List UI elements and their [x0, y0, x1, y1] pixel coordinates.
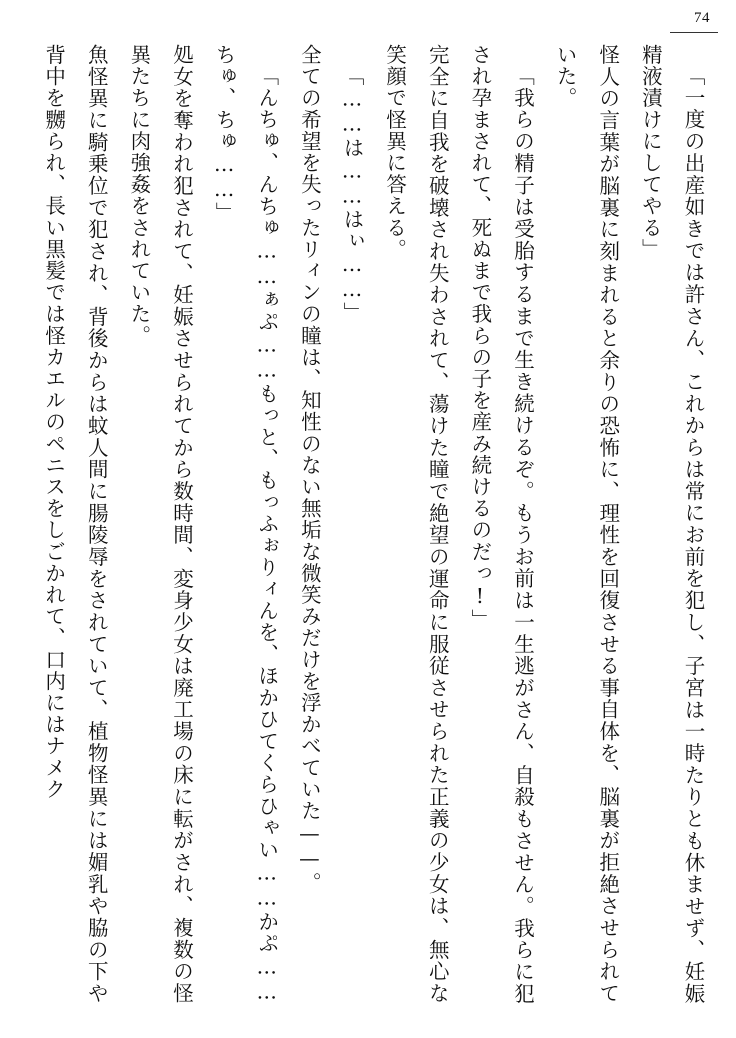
vertical-text-body — [22, 44, 714, 1004]
paragraph: 怪人の言葉が脳裏に刻まれると余りの恐怖に、理性を回復させる事自体を、脳裏が拒絶させられていた。 — [553, 44, 620, 1004]
paragraph: 「一度の出産如きでは許さん、これからは常にお前を犯し、子宮は一時たりとも休ませず、妊娠精液漬けにしてやる」 — [638, 44, 705, 1004]
paragraph: 完全に自我を破壊され失わされて、蕩けた瞳で絶望の運命に服従させられた正義の少女は、無心な笑顔で怪異に答える。 — [382, 44, 450, 1004]
paragraph: 処女を奪われ犯されて、妊娠させられてから数時間、変身少女は廃工場の床に転がされ、複数の怪異たちに肉強姦をされていた。 — [126, 44, 194, 1004]
paragraph: 魚怪異に騎乗位で犯され、背後からは蚊人間に腸陵辱をされていて、植物怪異には媚乳や脇の下や背中を嬲られ、長い黒髪では怪カエルのペニスをしごかれて、口内にはナメク — [41, 44, 109, 1004]
paragraph: 「我らの精子は受胎するまで生き続けるぞ。もうお前は一生逃がさん、自殺もさせん。我らに犯され孕まされて、死ぬまで我らの子を産み続けるのだっ!」 — [467, 44, 535, 1004]
paragraph: 「……は……はぃ……」 — [340, 64, 364, 324]
paragraph: 「んちゅ、んちゅ……ぁぷ……もっと、もっふぉりィんを、ほかひてくらひゃい……かぷ……ちゅ、ちゅ……」 — [212, 44, 279, 1004]
page-number: 74 — [694, 10, 710, 26]
page-number-rule — [670, 32, 718, 33]
paragraph: 全ての希望を失ったリィンの瞳は、知性のない無垢な微笑みだけを浮かべていた——。 — [297, 44, 322, 894]
